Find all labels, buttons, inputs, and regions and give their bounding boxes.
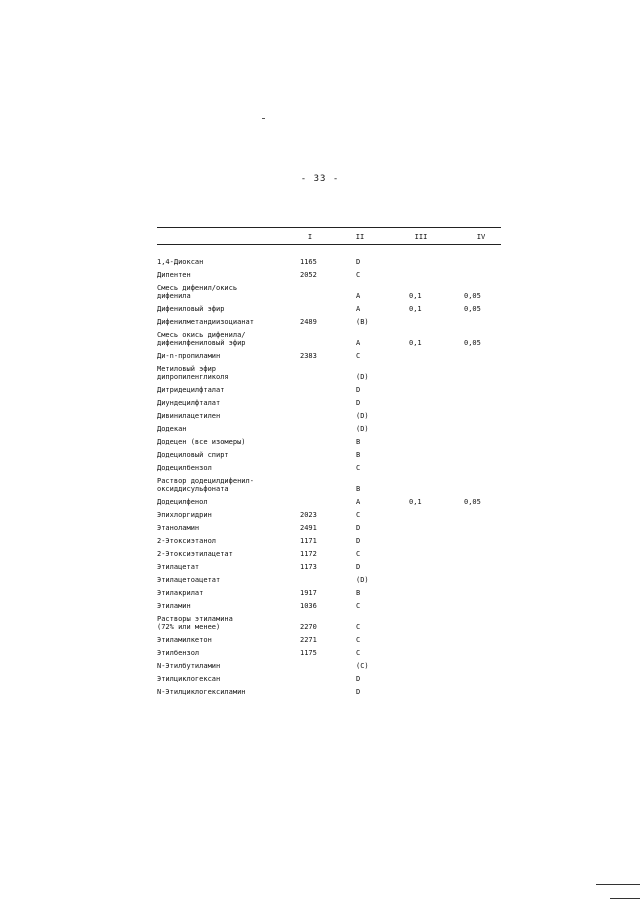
column-ii-value: B xyxy=(356,438,361,446)
table-row xyxy=(157,615,501,631)
table-row xyxy=(157,498,501,506)
table-row xyxy=(157,675,501,683)
substance-name: Додецилфенол xyxy=(157,498,208,506)
table-row xyxy=(157,331,501,347)
table-row xyxy=(157,352,501,360)
substance-name: Дитридецилфталат xyxy=(157,386,225,394)
column-ii-value: D xyxy=(356,563,361,571)
column-ii-value: D xyxy=(356,258,361,266)
substance-name: Этиламин xyxy=(157,602,191,610)
column-iii-value: 0,1 xyxy=(409,305,422,313)
column-i-value: 2383 xyxy=(300,352,317,360)
table-row xyxy=(157,412,501,420)
substance-name: Этиламилкетон xyxy=(157,636,212,644)
substance-name: Метиловый эфир дипропиленгликоля xyxy=(157,365,229,381)
table-row xyxy=(157,464,501,472)
table-row xyxy=(157,537,501,545)
table-row xyxy=(157,365,501,381)
column-ii-value: D xyxy=(356,688,361,696)
column-ii-value: D xyxy=(356,537,361,545)
substance-name: Дипентен xyxy=(157,271,191,279)
table-row xyxy=(157,438,501,446)
column-i-value: 2023 xyxy=(300,511,317,519)
column-ii-value: C xyxy=(356,271,361,279)
column-ii-value: C xyxy=(356,636,361,644)
substance-name: Этилацетат xyxy=(157,563,200,571)
column-i-value: 2489 xyxy=(300,318,317,326)
column-ii-value: B xyxy=(356,589,361,597)
column-ii-value: (C) xyxy=(356,662,369,670)
column-ii-value: C xyxy=(356,550,361,558)
column-ii-value: D xyxy=(356,386,361,394)
column-iii-value: 0,1 xyxy=(409,498,422,506)
column-i-value: 1175 xyxy=(300,649,317,657)
substance-name: Дивинилацетилен xyxy=(157,412,221,420)
column-ii-value: B xyxy=(356,485,361,493)
substance-name: Этилакрилат xyxy=(157,589,204,597)
scan-speck xyxy=(262,118,265,119)
table-row xyxy=(157,451,501,459)
table-row xyxy=(157,284,501,300)
substance-name: Раствор додецилдифенил- оксиддисульфоната xyxy=(157,477,254,493)
table-row xyxy=(157,318,501,326)
substance-name: Додецилбензол xyxy=(157,464,212,472)
column-i-value: 2270 xyxy=(300,623,317,631)
column-ii-value: C xyxy=(356,602,361,610)
column-ii-value: C xyxy=(356,464,361,472)
column-ii-value: C xyxy=(356,352,361,360)
table-row xyxy=(157,271,501,279)
table-row xyxy=(157,589,501,597)
scan-edge-mark xyxy=(596,884,640,885)
column-i-value: 1172 xyxy=(300,550,317,558)
column-i-value: 1173 xyxy=(300,563,317,571)
table-row xyxy=(157,477,501,493)
column-iv-value: 0,05 xyxy=(464,292,481,300)
column-ii-value: A xyxy=(356,498,361,506)
table-header-rule xyxy=(157,244,501,245)
substance-name: Этилциклогексан xyxy=(157,675,221,683)
column-ii-value: (D) xyxy=(356,425,369,433)
column-iv-value: 0,05 xyxy=(464,498,481,506)
substance-name: Этаноламин xyxy=(157,524,200,532)
column-iv-value: 0,05 xyxy=(464,339,481,347)
column-ii-value: A xyxy=(356,292,361,300)
column-i-value: 1171 xyxy=(300,537,317,545)
table-row xyxy=(157,649,501,657)
substance-name: Смесь окись дифенила/ дифенилфениловый эфир xyxy=(157,331,246,347)
table-row xyxy=(157,550,501,558)
column-ii-value: (D) xyxy=(356,412,369,420)
column-ii-value: D xyxy=(356,399,361,407)
column-ii-value: C xyxy=(356,649,361,657)
column-i-value: 1036 xyxy=(300,602,317,610)
table-body xyxy=(157,258,501,701)
column-iv-value: 0,05 xyxy=(464,305,481,313)
substance-name: Додекан xyxy=(157,425,187,433)
substance-name: Додециловый спирт xyxy=(157,451,229,459)
substance-name: Ди-n-пропиламин xyxy=(157,352,221,360)
table-header xyxy=(157,233,501,243)
column-ii-value: (D) xyxy=(356,576,369,584)
table-row xyxy=(157,636,501,644)
column-header-ii: II xyxy=(355,233,365,241)
substance-name: Додецен (все изомеры) xyxy=(157,438,246,446)
column-i-value: 2491 xyxy=(300,524,317,532)
column-ii-value: (B) xyxy=(356,318,369,326)
column-i-value: 1165 xyxy=(300,258,317,266)
substance-name: Растворы этиламина (72% или менее) xyxy=(157,615,233,631)
table-row xyxy=(157,602,501,610)
column-header-iii: III xyxy=(414,233,428,241)
table-row xyxy=(157,425,501,433)
substance-name: Диундецилфталат xyxy=(157,399,221,407)
column-header-iv: IV xyxy=(476,233,486,241)
column-ii-value: A xyxy=(356,305,361,313)
table-row xyxy=(157,511,501,519)
table-row xyxy=(157,576,501,584)
table-row xyxy=(157,386,501,394)
substance-name: Дифенилметандиизоцианат xyxy=(157,318,254,326)
column-i-value: 2052 xyxy=(300,271,317,279)
substance-name: N-Этилбутиламин xyxy=(157,662,221,670)
substance-name: Дифениловый эфир xyxy=(157,305,225,313)
column-header-i: I xyxy=(307,233,313,241)
column-ii-value: B xyxy=(356,451,361,459)
substance-name: Этилацетоацетат xyxy=(157,576,221,584)
column-i-value: 2271 xyxy=(300,636,317,644)
table-row xyxy=(157,524,501,532)
substance-name: N-Этилциклогексиламин xyxy=(157,688,246,696)
table-row xyxy=(157,399,501,407)
column-ii-value: C xyxy=(356,511,361,519)
substance-name: 2-Этоксиэтилацетат xyxy=(157,550,233,558)
substance-name: 1,4-Диоксан xyxy=(157,258,204,266)
scan-edge-mark-2 xyxy=(610,898,640,899)
page-number: - 33 - xyxy=(300,174,340,184)
column-ii-value: C xyxy=(356,623,361,631)
column-ii-value: D xyxy=(356,675,361,683)
column-i-value: 1917 xyxy=(300,589,317,597)
column-iii-value: 0,1 xyxy=(409,339,422,347)
column-ii-value: A xyxy=(356,339,361,347)
substance-name: Смесь дифенил/окись дифенила xyxy=(157,284,238,300)
table-row xyxy=(157,688,501,696)
column-iii-value: 0,1 xyxy=(409,292,422,300)
substance-name: Этилбензол xyxy=(157,649,200,657)
substance-name: 2-Этоксиэтанол xyxy=(157,537,217,545)
table-row xyxy=(157,305,501,313)
table-row xyxy=(157,563,501,571)
substance-name: Эпихлоргидрин xyxy=(157,511,212,519)
column-ii-value: (D) xyxy=(356,373,369,381)
table-row xyxy=(157,662,501,670)
table-row xyxy=(157,258,501,266)
table-top-rule xyxy=(157,227,501,228)
column-ii-value: D xyxy=(356,524,361,532)
